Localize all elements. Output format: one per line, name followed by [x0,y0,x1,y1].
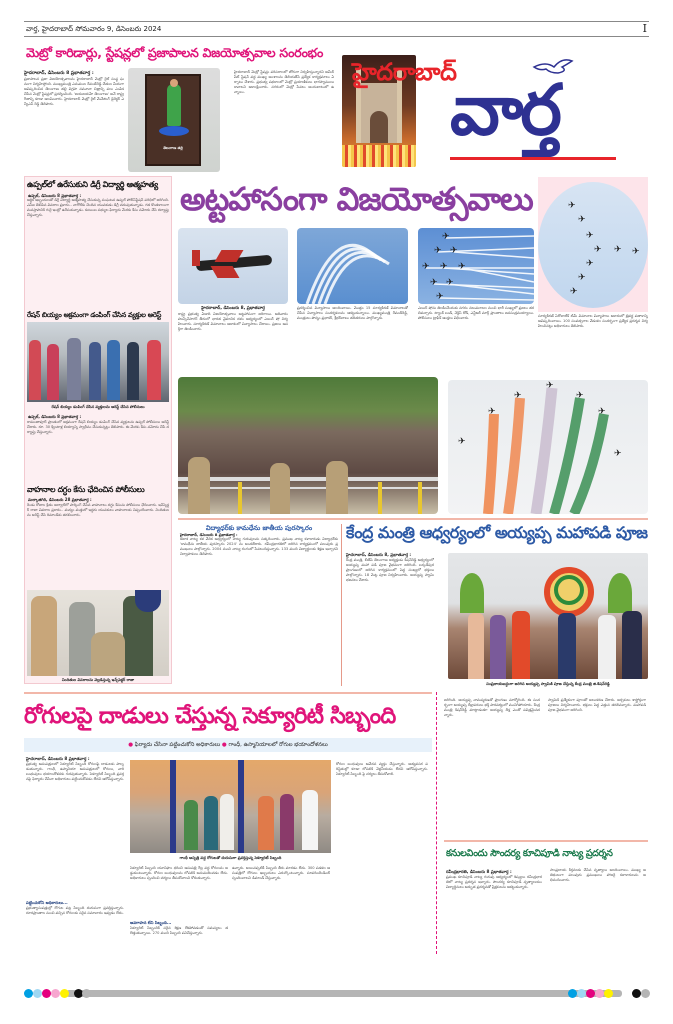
registration-yellow-dot [60,989,69,998]
security-col4: రోగుల బంధువులు ఆవేదన వ్యక్తం చేస్తున్నారు. అత్యవసర పరిస్థితుల్లో కూడా లోపలికి వెళ్లనీయడం లేదని ఆరోపిస్తున్నారు. సెక్యూరిటీ సిబ్బంది పై చర్యలు తీసుకోవాలి. [336,762,428,777]
ayyappa-photo-caption: సంప్రదాయబద్ధంగా జరిగిన అయ్యప్ప స్వామికి పూజ చేస్తున్న కేంద్ర మంత్రి జి.కిషన్‌రెడ్డి [486,681,610,686]
kuchipudi-top-rule [444,840,648,842]
student-body: ఆర్థిక ఇబ్బందులతో డిగ్రీ విద్యార్థి ఆత్మహత్య చేసుకున్న సంఘటన ఉప్పల్ పోలీస్‌స్టేషన్ పరిధిలో జరిగింది. ఎస్ఐ తెలిపిన వివరాల ప్రకారం.. నాగోల్‌కు చెందిన యువకుడు డిగ్రీ చదువుతున్నాడు. గత కొంతకాలంగా మనస్తాపానికి గురై ఇంట్లో ఉరేసుకున్నాడు. కుటుంబ సభ్యుల ఫిర్యాదు మేరకు కేసు నమోదు చేసి దర్యాప్తు చేస్తున్నారు. [27,198,169,218]
registration-lightmagenta-dot-right [595,989,604,998]
student-headline: ఉప్పల్‌లో ఉరేసుకుని డిగ్రీ విద్యార్థి ఆత్మహత్య [27,180,158,189]
ayyappa-puja-photo [448,553,648,679]
security-headline: రోగులపై దాడులు చేస్తున్న సెక్యూరిటీ సిబ్బంది [24,703,396,729]
ration-arrest-photo [27,322,169,402]
airshow-byline: హైదరాబాద్, డిసెంబరు 8, ప్రభాతవార్త [201,306,265,311]
award-byline: హైదరాబాద్, డిసెంబరు 8 ప్రభాతవార్త : [180,532,238,537]
security-col2: సెక్యూరిటీ సిబ్బంది యూనిఫాం ధరించి ఆసుపత్రి గేట్ల వద్ద రోగులను అడ్డుకుంటున్నారు. రోగుల బంధువులను లోపలికి అనుమతించడం లేదు. అధికారులు స్పందించి చర్యలు తీసుకోవాలని కోరుతున్నారు. [130,866,228,881]
award-body: ఆకాశ నాట్య కళ వేదిక ఆధ్వర్యంలో నాట్య గురువులను సత్కరించారు. ప్రముఖ నాట్య కళాకారుడు విద్యాధర్‌కు 'కామధేను జాతీయ పురస్కారం 2024' ను అందజేశారు. రవీంద్రభారతిలో జరిగిన కార్యక్రమంలో పలువురు ప్రముఖులు పాల్గొన్నారు. 2004 నుంచి నాట్య రంగంలో సేవలందిస్తున్నారు. 133 మంది విద్యార్థులకు శిక్షణ ఇచ్చారని నిర్వాహకులు తెలిపారు. [180,537,338,557]
vehicles-police-photo [27,590,169,676]
airshow-col2: ప్రదర్శించిన విన్యాసాలు అలరించాయి. మొత్తం 15 సూర్యకిరణ్ విమానాలతో చేసిన విన్యాసాలు సందర్శకులను ఆకట్టుకున్నాయి. ముఖ్యమంత్రి రేవంత్‌రెడ్డి, మంత్రులు పొన్నం ప్రభాకర్, శ్రీధర్‌బాబు తదితరులు పాల్గొన్నారు. [297,306,408,321]
vehicles-photo-caption: నిందితుల వివరాలను వెల్లడిస్తున్న ఇన్స్‌పెక్టర్ రాజా [61,677,135,682]
airshow-tricolor-photo: ✈ ✈ ✈ ✈ ✈ ✈ ✈ [448,380,648,514]
registration-lightcyan-dot-right [577,989,586,998]
metro-headline: మెట్రో కారిడార్లు, స్టేషన్లలో ప్రజాపాలన విజయోత్సవాల సంరంభం [26,45,324,60]
dotted-divider [436,692,437,954]
ration-byline: ఉప్పల్, డిసెంబరు 8 ప్రభాతవార్త : [28,414,82,419]
registration-magenta-dot-right [586,989,595,998]
ration-body: రామంతాపూర్ ప్రాంతంలో అక్రమంగా రేషన్ బియ్యం డంపింగ్ చేసిన వ్యక్తులను ఉప్పల్ పోలీసులు అరెస్ట్ చేశారు. రూ. 30 క్వింటాళ్ల బియ్యాన్ని స్వాధీనం చేసుకున్నట్లు తెలిపారు. ఈ మేరకు కేసు నమోదు చేసి దర్యాప్తు చేస్తున్నారు. [27,420,169,435]
registration-lightcyan-dot [33,989,42,998]
bullet-icon: ● [221,742,227,748]
security-col1: ప్రభుత్వ ఆసుపత్రులలో సెక్యూరిటీ సిబ్బంది రోగులపై దాడులకు పాల్పడుతున్నారు. గాంధీ, ఉస్మానియా ఆసుపత్రులలో రోగులు, వారి బంధువులు భయాందోళనకు గురవుతున్నారు. సెక్యూరిటీ సిబ్బంది ప్రవర్తనపై ఫిర్యాదు చేసినా అధికారులు పట్టించుకోవడం లేదని ఆరోపిస్తున్నారు. [26,762,124,782]
security-col3: ఉన్నారు. అయినప్పటికీ సిబ్బంది తీరు మారడం లేదు. 300 పడకల ఆసుపత్రిలో రోగులు ఇబ్బందులు ఎదుర్కొంటున్నారు. సూపరింటెండెంట్ స్పందించాలని డిమాండ్ చేస్తున్నారు. [232,866,330,881]
photo-label: తెలంగాణ తల్లి [163,146,183,150]
airshow-jet-photo [178,228,288,304]
column-divider [341,524,342,686]
registration-black-dot-right [632,989,641,998]
airshow-crowd-photo [178,377,438,514]
kuchipudi-headline: కనులవిందు సౌందర్య కూచిపూడి నాట్య ప్రదర్శన [446,848,613,859]
bullet-icon: ● [128,742,134,748]
ration-headline: రేషన్ బియ్యం అక్రమంగా డంపింగ్ చేసిన వ్యక్తుల అరెస్ట్ [27,311,162,319]
ayyappa-body: కేంద్ర మంత్రి, బీజేపీ తెలంగాణ అధ్యక్షుడు కిషన్‌రెడ్డి ఆధ్వర్యంలో అయ్యప్ప మహా పడి పూజ వైభవంగా జరిగింది. బర్కత్‌పుర ప్రాంగణంలో జరిగిన కార్యక్రమంలో పెద్ద సంఖ్యలో భక్తులు పాల్గొన్నారు. 18 మెట్ల పూజ నిర్వహించారు. అయ్యప్ప స్వామి భజనలు చేశారు. [346,558,434,583]
vehicles-headline: వాహనాల దగ్ధం కేసు ఛేదించిన పోలీసులు [27,485,145,494]
security-top-rule [24,692,432,694]
metro-body-col1: ప్రజాపాలన ప్రజా విజయోత్సవాలను హైదరాబాద్ మెట్రో రైల్ సంస్థ ఘనంగా నిర్వహిస్తోంది. ముఖ్యమంత్రి ఎనుముల రేవంత్‌రెడ్డి చేతుల మీదుగా ఆవిష్కరించిన తెలంగాణ తల్లి విగ్రహ నమూనా చిత్రాన్ని పలు ఎంపిక చేసిన మెట్రో స్టేషన్లలో ప్రదర్శించింది. 'జయజయహే తెలంగాణ' అనే రాష్ట్ర గీతాన్ని కూడా ఆలపించారు. హైదరాబాద్ మెట్రో రైల్ మేనేజింగ్ డైరెక్టర్ ఎన్వీఎస్ రెడ్డి తెలిపారు. [24,77,124,107]
registration-cyan-dot [24,989,33,998]
registration-yellow-dot-right [604,989,613,998]
security-subhead-1: ఫిర్యాదు చేసినా పట్టించుకోని అధికారులు [134,742,221,748]
registration-grey-dot-right [641,989,650,998]
security-byline: హైదరాబాద్, డిసెంబరు 8 ప్రభాతవార్త : [26,756,90,761]
registration-cyan-dot-right [568,989,577,998]
folio-line: వార్త, హైదరాబాద్ సోమవారం 9, డిసెంబరు 2024 [26,25,162,33]
airshow-formation-photo: ✈ ✈ ✈ ✈ ✈ ✈ ✈ ✈ ✈ [418,228,534,304]
airshow-headline: అట్టహాసంగా విజయోత్సవాలు [180,180,533,218]
vehicles-byline: మల్కాజిగిరి, డిసెంబరు 28 ప్రభాతవార్త : [28,497,92,502]
page-number: I [642,22,647,35]
top-rule [24,21,649,22]
kuchipudi-col1: ప్రముఖ కూచిపూడి నాట్య గురువు ఆధ్వర్యంలో శిష్యులు రవీంద్రభారతిలో నాట్య ప్రదర్శన ఇచ్చారు. సౌందర్య కూచిపూడి నృత్యాలయం విద్యార్థినులు అద్భుత ప్రదర్శనతో ప్రేక్షకులను ఆకట్టుకున్నారు. [446,875,542,890]
metro-body-col2: హైదరాబాద్ మెట్రో స్టేషన్లు పరిసరాలలో జోరుగా నిర్వహిస్తున్నారని అమీర్ పేట్ స్టేషన్ వద్ద ముఖ్య అంశాలను తెలియజేసే ప్రత్యేక కార్యక్రమాలు ఏర్పాటు చేశారు. ప్రభుత్వ పథకాలలో మెట్రో ప్రయాణికులు భాగస్వాములు కావాలని ఆకాంక్షించారు. నగరంలో మెట్రో సేవలు అందుబాటులో ఉన్నాయి. [234,70,334,95]
masthead-name: వార్త [450,69,559,151]
ayyappa-cont-col1: జరిగింది. అయ్యప్ప నామస్మరణతో ప్రాంగణం మార్మోగింది. ఈ సందర్భంగా అయ్యప్ప దీక్షాపరులు భక్తి పారవశ్యంలో మునిగిపోయారు. కేంద్ర మంత్రి కిషన్‌రెడ్డి మాట్లాడుతూ అయ్యప్ప దీక్ష ఎంతో పవిత్రమైనదన్నారు. [444,698,540,718]
section-divider [178,518,648,520]
security-col1b: ప్రభుత్వాసుపత్రుల్లో రోగుల పట్ల సిబ్బంది దురుసుగా ప్రవర్తిస్తున్నారు. దూరప్రాంతాల నుంచి వచ్చిన రోగులకు సరైన సమాచారం ఇవ్వడం లేదు. [26,906,124,916]
telangana-talli-photo [128,68,220,172]
security-col1-subhead: పట్టించుకోని అధికారులు... [26,900,68,905]
student-byline: ఉప్పల్, డిసెంబరు 8 ప్రభాతవార్త : [28,193,82,198]
metro-byline: హైదరాబాద్, డిసెంబరు 8 ప్రభాతవార్త : [24,71,94,76]
airshow-col3: ఎయిర్ షోను తిలకించేందుకు నగరం నలుమూలల నుంచి భారీ సంఖ్యలో ప్రజలు తరలివచ్చారు. ట్యాంక్ బండ్, నెక్లెస్ రోడ్, ఎన్టీఆర్ మార్గ్ ప్రాంతాలు జనసంద్రమయ్యాయి. పోలీసులు ట్రాఫిక్ ఆంక్షలు విధించారు. [418,306,534,321]
ayyappa-byline: హైదరాబాద్, డిసెంబరు 8, ప్రభాతవార్త : [346,552,412,557]
kuchipudi-byline: రవీంద్రభారతి, డిసెంబరు 8 ప్రభాతవార్త : [446,869,512,874]
masthead-city: హైదరాబాద్ [352,58,457,86]
award-headline: విద్యాధర్‌కు కామధేను జాతీయ పురస్కారం [205,524,313,532]
kuchipudi-col2: సాంప్రదాయ కీర్తనలకు చేసిన నృత్యాలు అలరించాయి. ముఖ్య అతిథులుగా పలువురు ప్రముఖులు హాజరై కళాకారులను అభినందించారు. [550,868,646,883]
ayyappa-headline: కేంద్ర మంత్రి ఆధ్వర్యంలో అయ్యప్ప మహాపడి పూజ [346,523,648,542]
security-subhead-2: గాంధీ, ఉస్మానియాలలో రోగుల భయాందోళనలు [228,742,328,748]
airshow-col4: సూర్యకిరణ్ ఏరోబాటిక్ టీమ్ విమానాల విన్యాసాలు ఆకాశంలో త్రివర్ణ పతాకాన్ని ఆవిష్కరించాయి. 100 సంవత్సరాల వేడుకల సందర్భంగా ప్రత్యేక ప్రదర్శన నిర్వహించినట్లు అధికారులు తెలిపారు. [538,314,648,329]
security-photo-caption: గాంధీ ఆస్పత్రి వద్ద రోగులతో దురుసుగా ప్రవర్తిస్తున్న సెక్యూరిటీ సిబ్బంది [179,855,282,860]
vehicles-body: రెండు రోజుల క్రితం అల్వాల్‌లో పార్కింగ్ చేసిన వాహనాలు దగ్ధం కేసును పోలీసులు ఛేదించారు. ఇన్‌స్పెక్టర్ రాజా వివరాల ప్రకారం.. మద్యం మత్తులో ఇద్దరు యువకులు వాహనాలకు నిప్పంటించారు. నిందితులను అరెస్ట్ చేసి రిమాండ్‌కు తరలించారు. [27,503,169,518]
color-bar [66,990,622,997]
security-col2b: సెక్యూరిటీ సిబ్బందికి సరైన శిక్షణ లేకపోవడంతో సమస్యలు తలెత్తుతున్నాయి. 270 మంది సిబ్బంది పనిచేస్తున్నారు. [130,926,228,936]
airshow-circle-photo: ✈ ✈ ✈ ✈ ✈ ✈ ✈ ✈ ✈ [538,182,648,308]
security-subhead-bar [24,738,432,752]
airshow-col1: రాష్ట్ర ప్రభుత్వ ఏడాది విజయోత్సవాలు అట్టహాసంగా జరిగాయి. ఆదివారం హుస్సేన్‌సాగర్ తీరంలో భారత వైమానిక దళం ఆధ్వర్యంలో ఎయిర్ షో నిర్వహించారు. సూర్యకిరణ్ విమానాలు ఆకాశంలో విన్యాసాలు చేశాయి. ప్రజలు ఆసక్తిగా తిలకించారు. [178,312,288,332]
registration-lightmagenta-dot [51,989,60,998]
security-col2-subhead: అవగాహన లేని సిబ్బంది... [130,920,172,925]
security-hospital-photo [130,760,331,853]
ration-photo-caption: రేషన్ బియ్యం డంపింగ్ చేసిన వ్యక్తులను అరెస్ట్ చేసిన పోలీసులు [51,404,145,409]
masthead-underline [450,157,616,160]
folio-rule [24,36,649,37]
registration-magenta-dot [42,989,51,998]
ayyappa-cont-col2: స్వామికి ప్రత్యేకంగా పూలతో అలంకరణ చేశారు. అర్చకులు శాస్త్రోక్తంగా పూజలు నిర్వహించారు. భక్తులు పెద్ద ఎత్తున తరలివచ్చారు. మహాపడి పూజ వైభవంగా జరిగింది. [548,698,646,713]
airshow-arc-photo [297,228,408,304]
registration-grey-dot [82,989,91,998]
